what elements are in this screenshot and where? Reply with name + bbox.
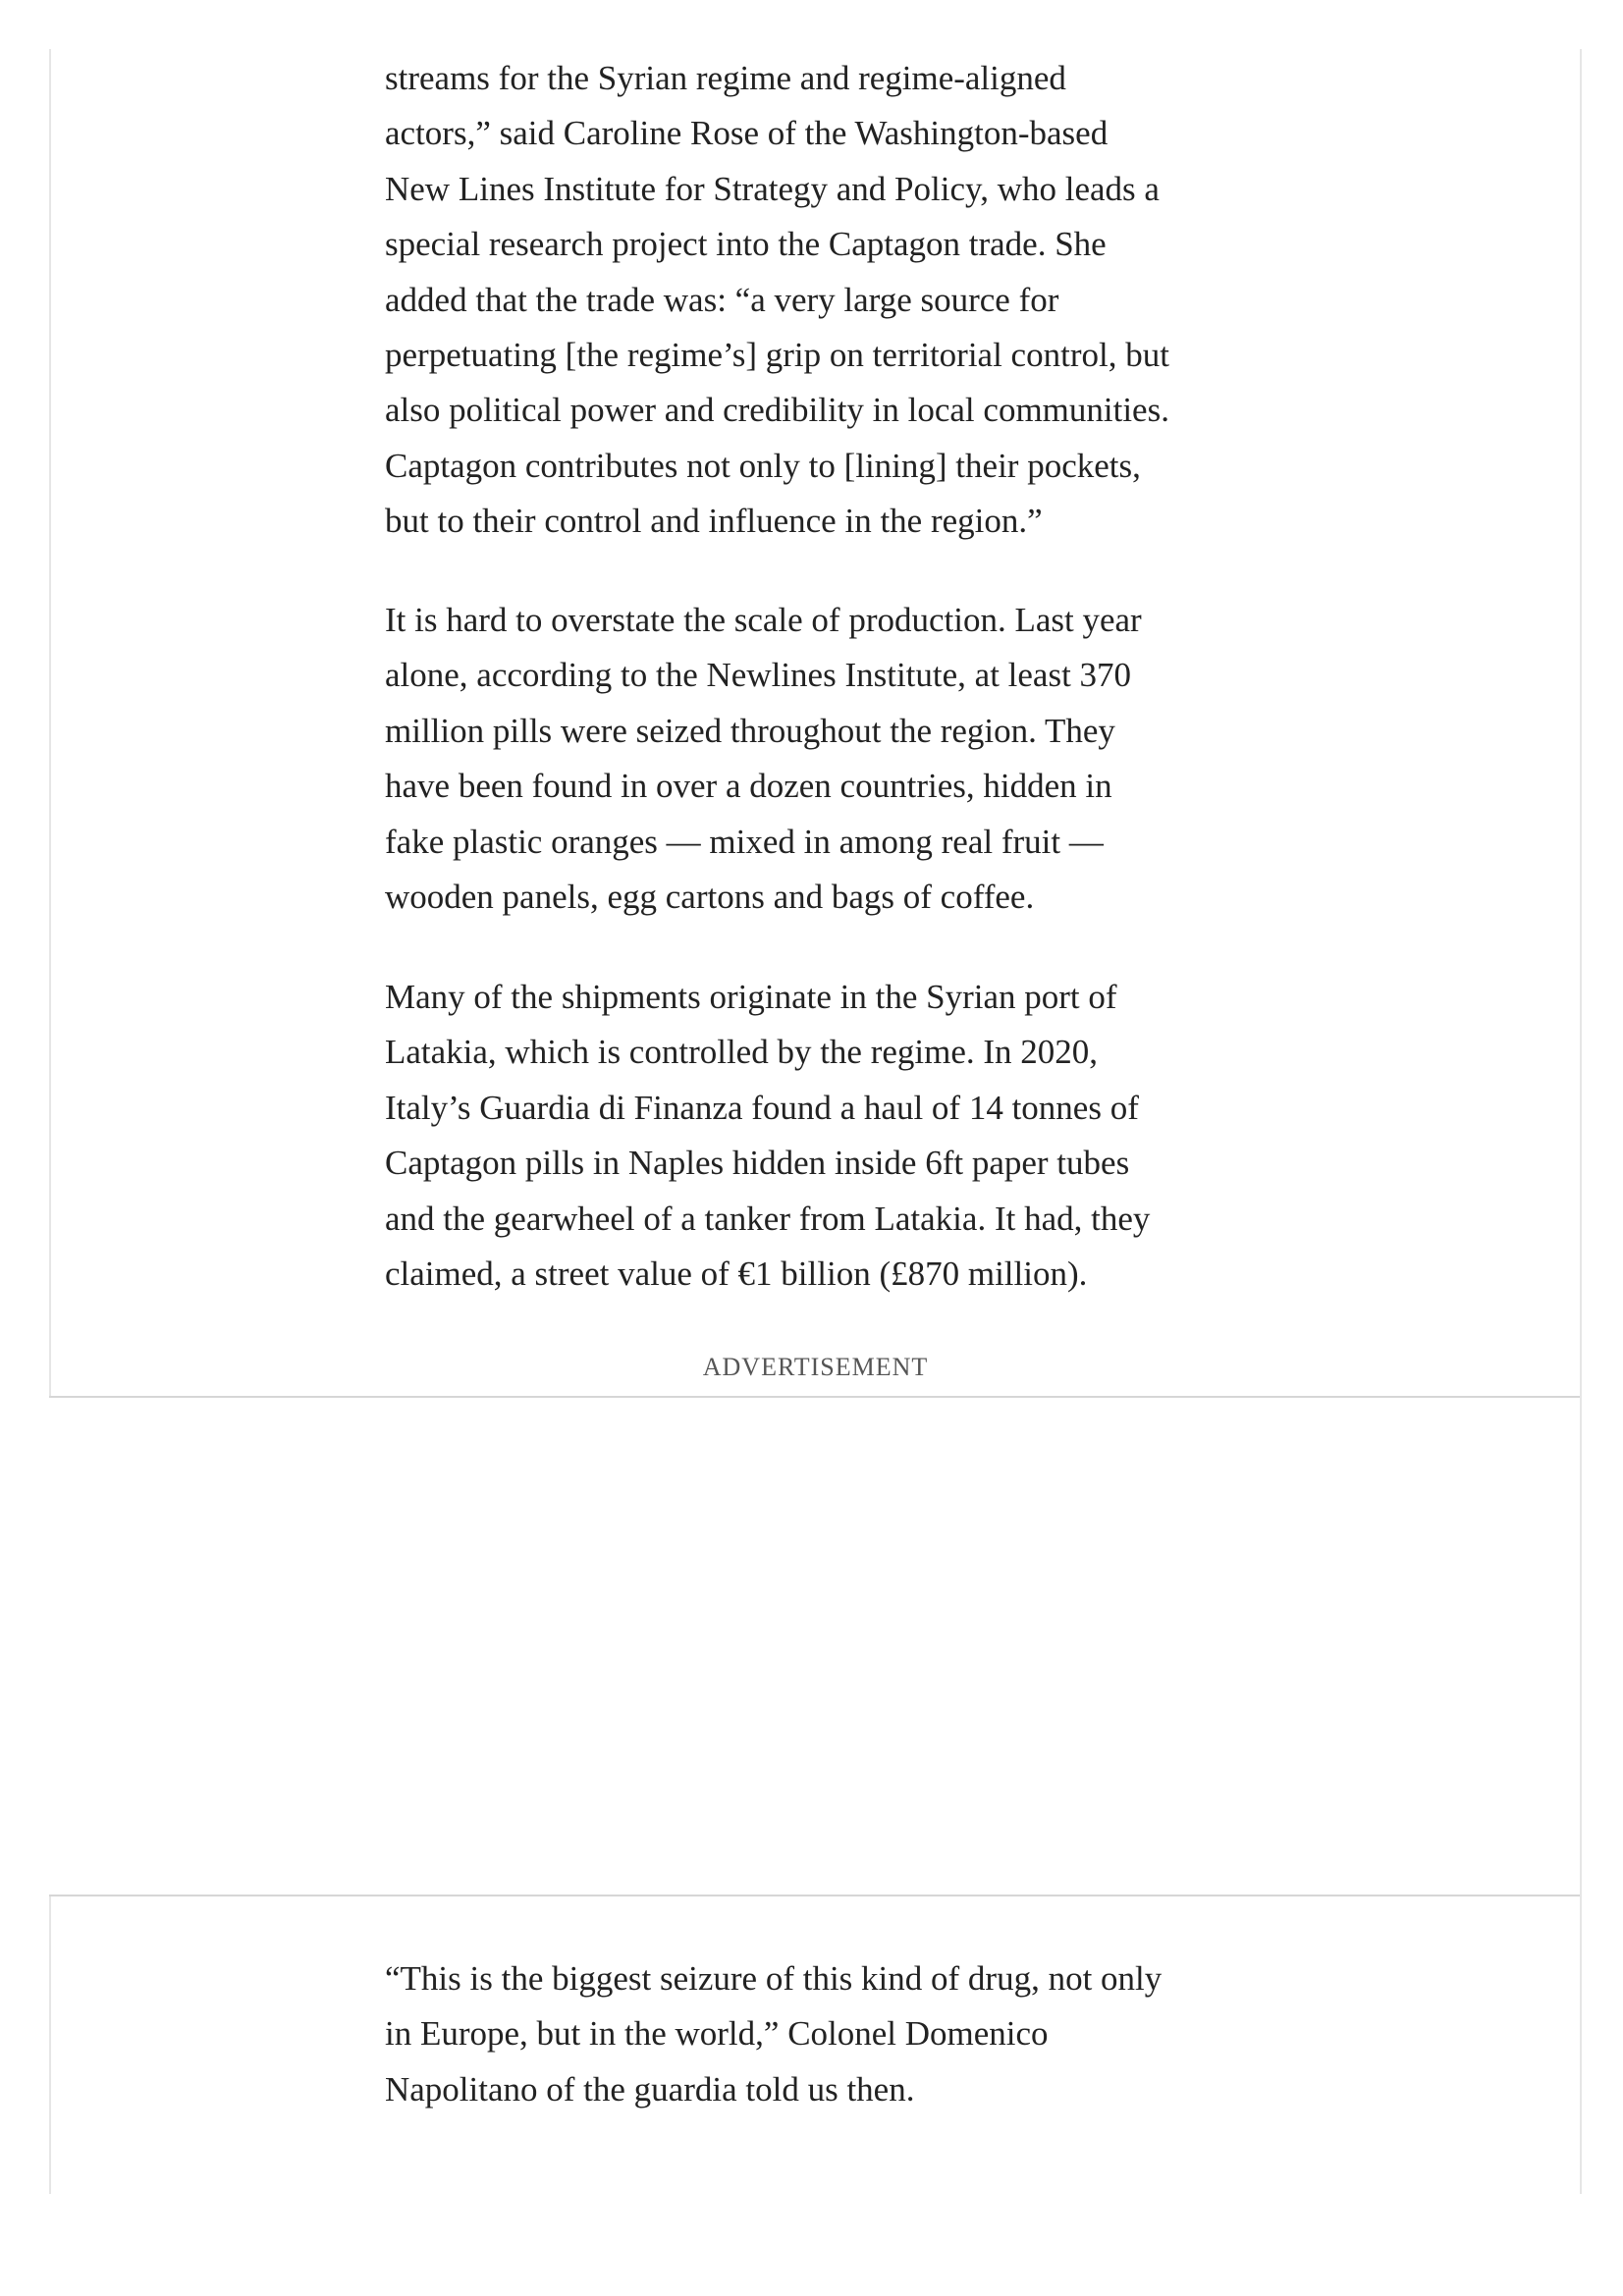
advertisement-slot[interactable] xyxy=(49,1396,1580,1896)
advertisement-label: ADVERTISEMENT xyxy=(702,1353,929,1381)
paragraph-line: in Europe, but in the world,” Colonel Domenico xyxy=(385,2014,1049,2054)
paragraph-line: Latakia, which is controlled by the regime. In 2020, xyxy=(385,1033,1099,1072)
paragraph-line: Captagon pills in Naples hidden inside 6ft paper tubes xyxy=(385,1144,1130,1183)
paragraph-line: added that the trade was: “a very large source for xyxy=(385,280,1059,319)
paragraph-line: wooden panels, egg cartons and bags of coffee. xyxy=(385,878,1035,917)
article-paragraph-2 xyxy=(385,593,1269,925)
paragraph-line: claimed, a street value of €1 billion (£870 million). xyxy=(385,1255,1088,1294)
paragraph-line: Many of the shipments originate in the Syrian port of xyxy=(385,978,1117,1016)
article-paragraph-1 xyxy=(385,51,1269,550)
paragraph-line: “This is the biggest seizure of this kind of drug, not only xyxy=(385,1959,1163,1998)
page-border-right xyxy=(1580,49,1582,2194)
paragraph-line: Italy’s Guardia di Finanza found a haul of 14 tonnes of xyxy=(385,1088,1139,1127)
paragraph-line: perpetuating [the regime’s] grip on territorial control, but xyxy=(385,336,1169,375)
paragraph-line: actors,” said Caroline Rose of the Washington-based xyxy=(385,114,1109,153)
paragraph-line: Captagon contributes not only to [lining] their pockets, xyxy=(385,446,1141,485)
article-paragraph-4 xyxy=(385,1951,1269,2117)
paragraph-line: and the gearwheel of a tanker from Latakia. It had, they xyxy=(385,1199,1151,1238)
paragraph-line: special research project into the Captagon trade. She xyxy=(385,225,1107,264)
paragraph-line: also political power and credibility in local communities. xyxy=(385,391,1169,430)
paragraph-line: but to their control and influence in the region.” xyxy=(385,502,1043,541)
paragraph-line: streams for the Syrian regime and regime-aligned xyxy=(385,59,1066,97)
paragraph-line: Napolitano of the guardia told us then. xyxy=(385,2069,915,2109)
paragraph-line: million pills were seized throughout the region. They xyxy=(385,711,1115,750)
paragraph-line: New Lines Institute for Strategy and Policy, who leads a xyxy=(385,169,1160,208)
article-paragraph-3 xyxy=(385,970,1269,1302)
paragraph-line: It is hard to overstate the scale of production. Last year xyxy=(385,601,1142,639)
paragraph-line: alone, according to the Newlines Institute, at least 370 xyxy=(385,656,1132,695)
paragraph-line: fake plastic oranges — mixed in among real fruit — xyxy=(385,822,1104,861)
paragraph-line: have been found in over a dozen countries, hidden in xyxy=(385,767,1112,806)
